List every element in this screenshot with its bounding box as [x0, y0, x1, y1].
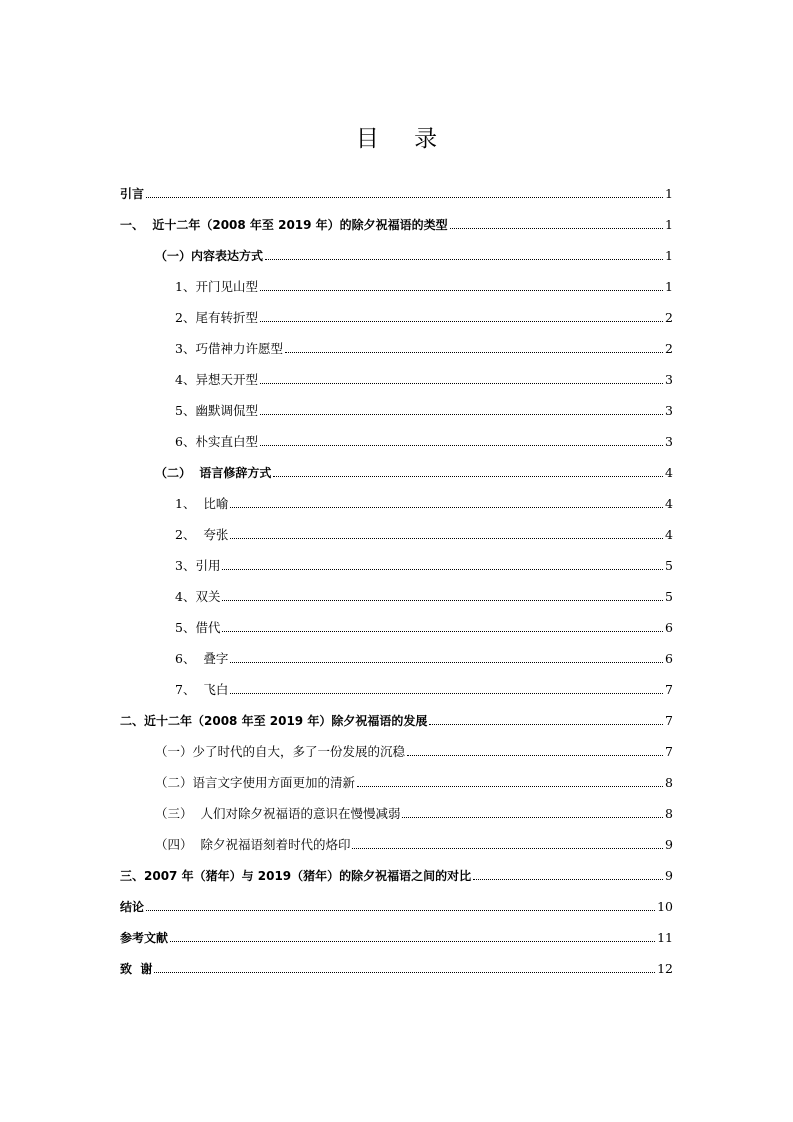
toc-entry-title: 引言 [120, 187, 145, 201]
dot-leader [260, 289, 663, 291]
toc-page-number: 2 [665, 310, 673, 325]
toc-entry[interactable] [120, 339, 673, 370]
page-title: 目 录 [355, 126, 452, 152]
dot-leader [260, 382, 663, 384]
dot-leader [260, 413, 663, 415]
toc-entry-title: 3、巧借神力许愿型 [175, 341, 283, 356]
dot-leader [285, 351, 663, 353]
toc-entry-title: 6、朴实直白型 [175, 434, 258, 449]
dot-leader [146, 196, 663, 198]
toc-entry[interactable] [120, 804, 673, 835]
toc-entry[interactable] [120, 773, 673, 804]
dot-leader [402, 816, 663, 818]
dot-leader [260, 444, 663, 446]
toc-entry[interactable] [120, 277, 673, 308]
toc-page-number: 7 [665, 744, 673, 759]
toc-entry[interactable] [120, 649, 673, 680]
toc-page-number: 9 [665, 868, 673, 883]
toc-entry-title: 6、 叠字 [175, 651, 229, 666]
dot-leader [230, 692, 663, 694]
dot-leader [170, 940, 655, 942]
toc-entry[interactable] [120, 866, 673, 897]
toc-page-number: 5 [665, 558, 673, 573]
toc-page-number: 4 [665, 496, 673, 511]
toc-page-number: 10 [657, 899, 673, 914]
toc-entry[interactable] [120, 246, 673, 277]
toc-entry-title: 二、近十二年（2008 年至 2019 年）除夕祝福语的发展 [120, 714, 428, 728]
toc-page-number: 6 [665, 620, 673, 635]
toc-page-number: 2 [665, 341, 673, 356]
toc-page-number: 6 [665, 651, 673, 666]
toc-entry[interactable] [120, 401, 673, 432]
toc-entry[interactable] [120, 184, 673, 215]
toc-page-number: 3 [665, 434, 673, 449]
dot-leader [222, 568, 663, 570]
toc-page-number: 8 [665, 806, 673, 821]
toc-page-number: 1 [665, 279, 673, 294]
toc-entry-title: （二） 语言修辞方式 [155, 466, 272, 480]
dot-leader [273, 475, 663, 477]
toc-entry-title: 致 谢 [120, 962, 153, 976]
toc-entry[interactable] [120, 680, 673, 711]
toc-page-number: 8 [665, 775, 673, 790]
toc-page-number: 3 [665, 403, 673, 418]
toc-entry[interactable] [120, 525, 673, 556]
toc-entry-title: 三、2007 年（猪年）与 2019（猪年）的除夕祝福语之间的对比 [120, 869, 472, 883]
toc-page-number: 1 [665, 217, 673, 232]
toc-entry-title: 1、开门见山型 [175, 279, 258, 294]
toc-entry-title: 4、异想天开型 [175, 372, 258, 387]
dot-leader [222, 630, 663, 632]
toc-entry[interactable] [120, 432, 673, 463]
toc-entry[interactable] [120, 618, 673, 649]
dot-leader [352, 847, 663, 849]
toc-page-number: 3 [665, 372, 673, 387]
dot-leader [230, 537, 663, 539]
toc-page-number: 12 [657, 961, 673, 976]
toc-entry-title: 结论 [120, 900, 145, 914]
toc-entry-title: 3、引用 [175, 558, 221, 573]
toc-entry[interactable] [120, 742, 673, 773]
dot-leader [407, 754, 663, 756]
toc-entry-title: （三） 人们对除夕祝福语的意识在慢慢减弱 [155, 806, 401, 821]
toc-entry[interactable] [120, 928, 673, 959]
dot-leader [260, 320, 663, 322]
toc-entry-title: 一、 近十二年（2008 年至 2019 年）的除夕祝福语的类型 [120, 218, 448, 232]
dot-leader [230, 661, 663, 663]
toc-entry-title: （一）内容表达方式 [155, 249, 264, 263]
dot-leader [146, 909, 655, 911]
toc-page-number: 4 [665, 527, 673, 542]
toc-page-number: 9 [665, 837, 673, 852]
dot-leader [154, 971, 655, 973]
toc-page-number: 7 [665, 682, 673, 697]
toc-entry[interactable] [120, 308, 673, 339]
toc-entry-title: （一）少了时代的自大，多了一份发展的沉稳 [155, 744, 406, 759]
toc-entry-title: 2、尾有转折型 [175, 310, 258, 325]
toc-entry[interactable] [120, 711, 673, 742]
dot-leader [357, 785, 663, 787]
toc-page-number: 1 [665, 248, 673, 263]
table-of-contents [120, 184, 673, 990]
toc-entry-title: 2、 夸张 [175, 527, 229, 542]
toc-entry-title: 参考文献 [120, 931, 169, 945]
toc-entry[interactable] [120, 370, 673, 401]
dot-leader [429, 723, 663, 725]
toc-entry-title: 1、 比喻 [175, 496, 229, 511]
toc-entry[interactable] [120, 835, 673, 866]
dot-leader [450, 227, 663, 229]
toc-entry[interactable] [120, 897, 673, 928]
dot-leader [265, 258, 663, 260]
toc-entry[interactable] [120, 215, 673, 246]
toc-page-number: 5 [665, 589, 673, 604]
toc-entry-title: 5、借代 [175, 620, 221, 635]
toc-entry[interactable] [120, 494, 673, 525]
toc-page-number: 1 [665, 186, 673, 201]
toc-entry-title: 4、双关 [175, 589, 221, 604]
toc-entry[interactable] [120, 463, 673, 494]
dot-leader [230, 506, 663, 508]
toc-page-number: 4 [665, 465, 673, 480]
toc-page-number: 11 [657, 930, 673, 945]
toc-entry-title: 7、 飞白 [175, 682, 229, 697]
toc-entry-title: 5、幽默调侃型 [175, 403, 258, 418]
dot-leader [473, 878, 663, 880]
dot-leader [222, 599, 663, 601]
toc-page-number: 7 [665, 713, 673, 728]
toc-entry[interactable] [120, 556, 673, 587]
toc-entry-title: （二）语言文字使用方面更加的清新 [155, 775, 356, 790]
toc-entry[interactable] [120, 959, 673, 990]
toc-entry[interactable] [120, 587, 673, 618]
toc-entry-title: （四） 除夕祝福语刻着时代的烙印 [155, 837, 351, 852]
